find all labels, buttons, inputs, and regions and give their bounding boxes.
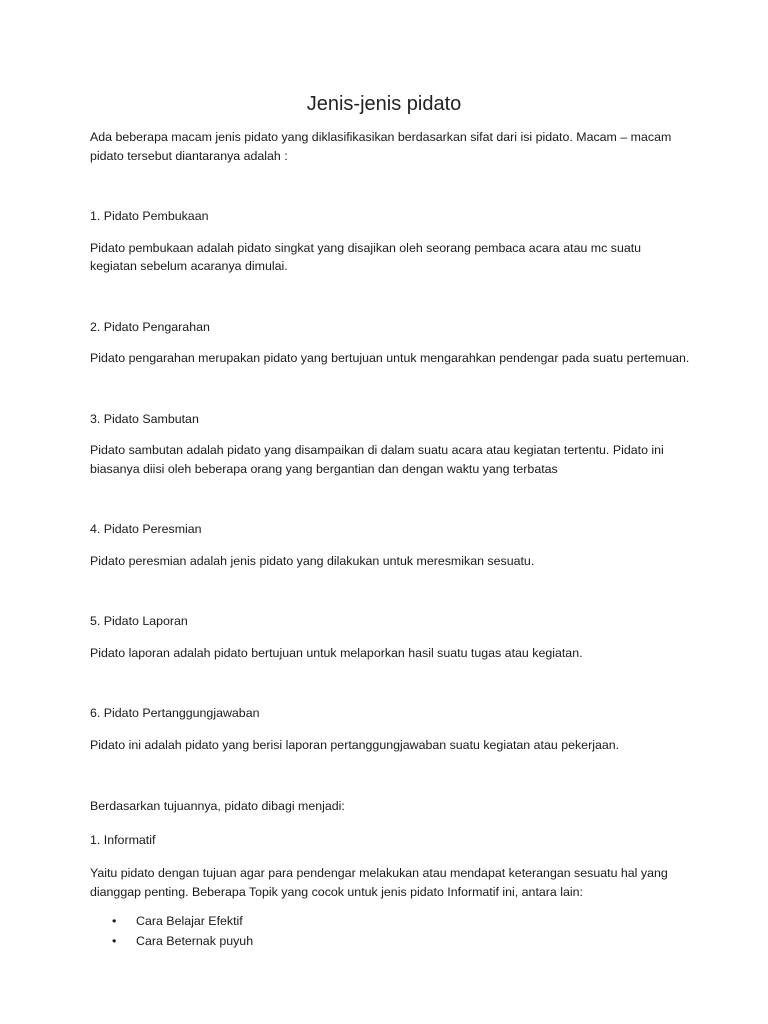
purpose-heading: Berdasarkan tujuannya, pidato dibagi menjadi: [90, 799, 345, 813]
section-text-pertanggungjawaban: Pidato ini adalah pidato yang berisi laporan pertanggungjawaban suatu kegiatan atau pekerjaan. [90, 737, 620, 752]
section-heading-peresmian: 4. Pidato Peresmian [90, 522, 202, 536]
bullet-icon: • [112, 914, 117, 928]
informatif-text: Yaitu pidato dengan tujuan agar para pendengar melakukan atau mendapat keterangan sesuatu hal yang dianggap penting. Beberapa Topik yang cocok untuk jenis pidato Informatif ini, antara lain: [90, 866, 668, 899]
informatif-heading: 1. Informatif [90, 832, 156, 847]
document-title: Jenis-jenis pidato [306, 93, 462, 115]
section-heading-sambutan: 3. Pidato Sambutan [90, 411, 199, 426]
section-text-pembukaan: Pidato pembukaan adalah pidato singkat yang disajikan oleh seorang pembaca acara atau mc suatu kegiatan sebelum acaranya dimulai. [90, 240, 642, 273]
list-item-text: Cara Belajar Efektif [136, 914, 243, 928]
section-text-laporan: Pidato laporan adalah pidato bertujuan untuk melaporkan hasil suatu tugas atau kegiatan. [90, 645, 583, 660]
section-heading-pertanggungjawaban: 6. Pidato Pertanggungjawaban [90, 706, 260, 720]
section-text-pengarahan: Pidato pengarahan merupakan pidato yang bertujuan untuk mengarahkan pendengar pada suatu pertemuan. [90, 351, 690, 365]
section-heading-pembukaan: 1. Pidato Pembukaan [90, 209, 209, 223]
section-heading-laporan: 5. Pidato Laporan [90, 614, 188, 628]
list-item [90, 911, 690, 931]
document-body [90, 128, 690, 951]
intro-paragraph: Ada beberapa macam jenis pidato yang diklasifikasikan berdasarkan sifat dari isi pidato. Macam – macam pidato tersebut diantaranya adalah : [90, 130, 672, 163]
section-text-peresmian: Pidato peresmian adalah jenis pidato yang dilakukan untuk meresmikan sesuatu. [90, 553, 535, 568]
section-text-sambutan: Pidato sambutan adalah pidato yang disampaikan di dalam suatu acara atau kegiatan tertentu. Pidato ini biasanya diisi oleh beberapa orang yang bergantian dan dengan waktu yang terbatas [90, 443, 664, 476]
bullet-icon: • [112, 934, 117, 948]
topic-bullet-list [90, 911, 690, 951]
list-item-text: Cara Beternak puyuh [136, 934, 254, 948]
list-item [90, 931, 690, 951]
section-heading-pengarahan: 2. Pidato Pengarahan [90, 319, 210, 334]
